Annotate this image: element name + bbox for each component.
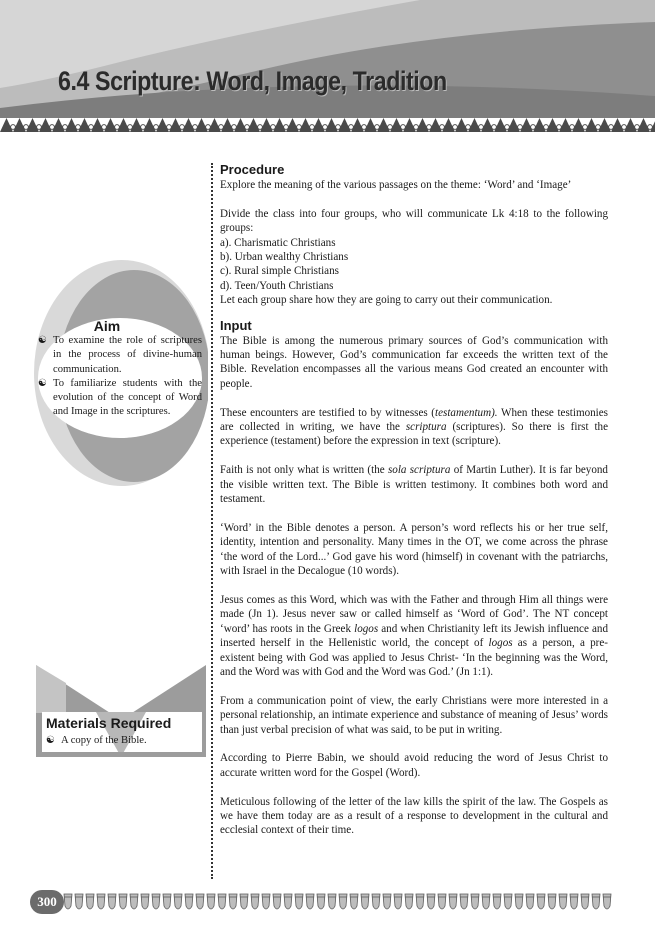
materials-heading: Materials Required: [46, 715, 172, 731]
group-list: [220, 236, 608, 294]
aim-heading: Aim: [93, 318, 121, 334]
list-item: d). Teen/Youth Christians: [220, 279, 334, 292]
procedure-heading: Procedure: [220, 162, 285, 177]
input-heading: Input: [220, 317, 252, 333]
paragraph: ‘Word’ in the Bible denotes a person. A person’s word reflects his or her true self, identity, intention and personality. Many times in the OT, we come across the phrase ‘the word of the Lord...’ God gave his word (himself) in covenant with the patriarchs, with Israel in the Decalogue (10 words).: [220, 521, 608, 578]
page-title: 6.4 Scripture: Word, Image, Tradition: [58, 66, 447, 96]
paragraph: These encounters are testified to by witnesses (testamentum). When these testimonies are collected in writing, we have the scriptura (scriptures). So there is first the experience (testament) before the expression in text (scripture).: [220, 406, 608, 448]
aim-item: ☯ To familiarize students with the evolution of the concept of Word and Image in the scriptures.: [38, 377, 202, 418]
procedure-intro: Explore the meaning of the various passages on the theme: ‘Word’ and ‘Image’: [220, 179, 572, 191]
yin-yang-icon: ☯: [46, 735, 55, 746]
footer-decoration: [60, 892, 615, 914]
materials-list: [46, 734, 206, 748]
paragraph: Faith is not only what is written (the sola scriptura of Martin Luther). It is far beyond the visible written text. The Bible is written testimony. It combines both word and testament.: [220, 464, 608, 506]
paragraph: Meticulous following of the letter of the law kills the spirit of the law. The Gospels as we have them today are as a result of a response to development in the cultural and ecclesial context of their time.: [220, 795, 608, 837]
list-item: c). Rural simple Christians: [220, 265, 339, 278]
list-item: b). Urban wealthy Christians: [220, 251, 349, 264]
main-column: [220, 162, 608, 852]
procedure-divide: Divide the class into four groups, who will communicate Lk 4:18 to the following groups:: [220, 207, 608, 235]
materials-item: ☯ A copy of the Bible.: [46, 734, 206, 748]
list-item: a). Charismatic Christians: [220, 236, 336, 249]
paragraph: From a communication point of view, the early Christians were more interested in a personal relationship, an intimate experience and substance of meaning of Jesus’ words than just verbal precision of what was said, to be put in writing.: [220, 694, 608, 736]
procedure-share: Let each group share how they are going to carry out their communication.: [220, 294, 553, 307]
yin-yang-icon: ☯: [38, 377, 47, 389]
paragraph: The Bible is among the numerous primary sources of God’s communication with human beings. However, God’s communication far exceeds the written text of the Bible. Revelation encompasses all the various means God created an encounter with people.: [220, 334, 608, 390]
page-number: 300: [30, 890, 64, 914]
aim-item: ☯ To examine the role of scriptures in the process of divine-human communication.: [38, 335, 202, 375]
paragraph: According to Pierre Babin, we should avoid reducing the word of Jesus Christ to accurate written word for the Gospel (Word).: [220, 752, 608, 779]
column-divider: [211, 163, 213, 879]
aim-list: [38, 334, 202, 420]
paragraph: Jesus comes as this Word, which was with the Father and through Him all things were made (Jn 1). Jesus never saw or called himself as ‘Word of God’. The NT concept ‘word’ has roots in the Greek logos and when Christianity left its Jewish influence and inserted herself in the Hellenistic world, the concept of logos as a person, a pre-existent being with God was applied to Jesus Christ- ‘In the beginning was the Word, and the Word was with God and the Word was God.’ (Jn 1:1).: [220, 593, 609, 678]
yin-yang-icon: ☯: [38, 335, 47, 346]
